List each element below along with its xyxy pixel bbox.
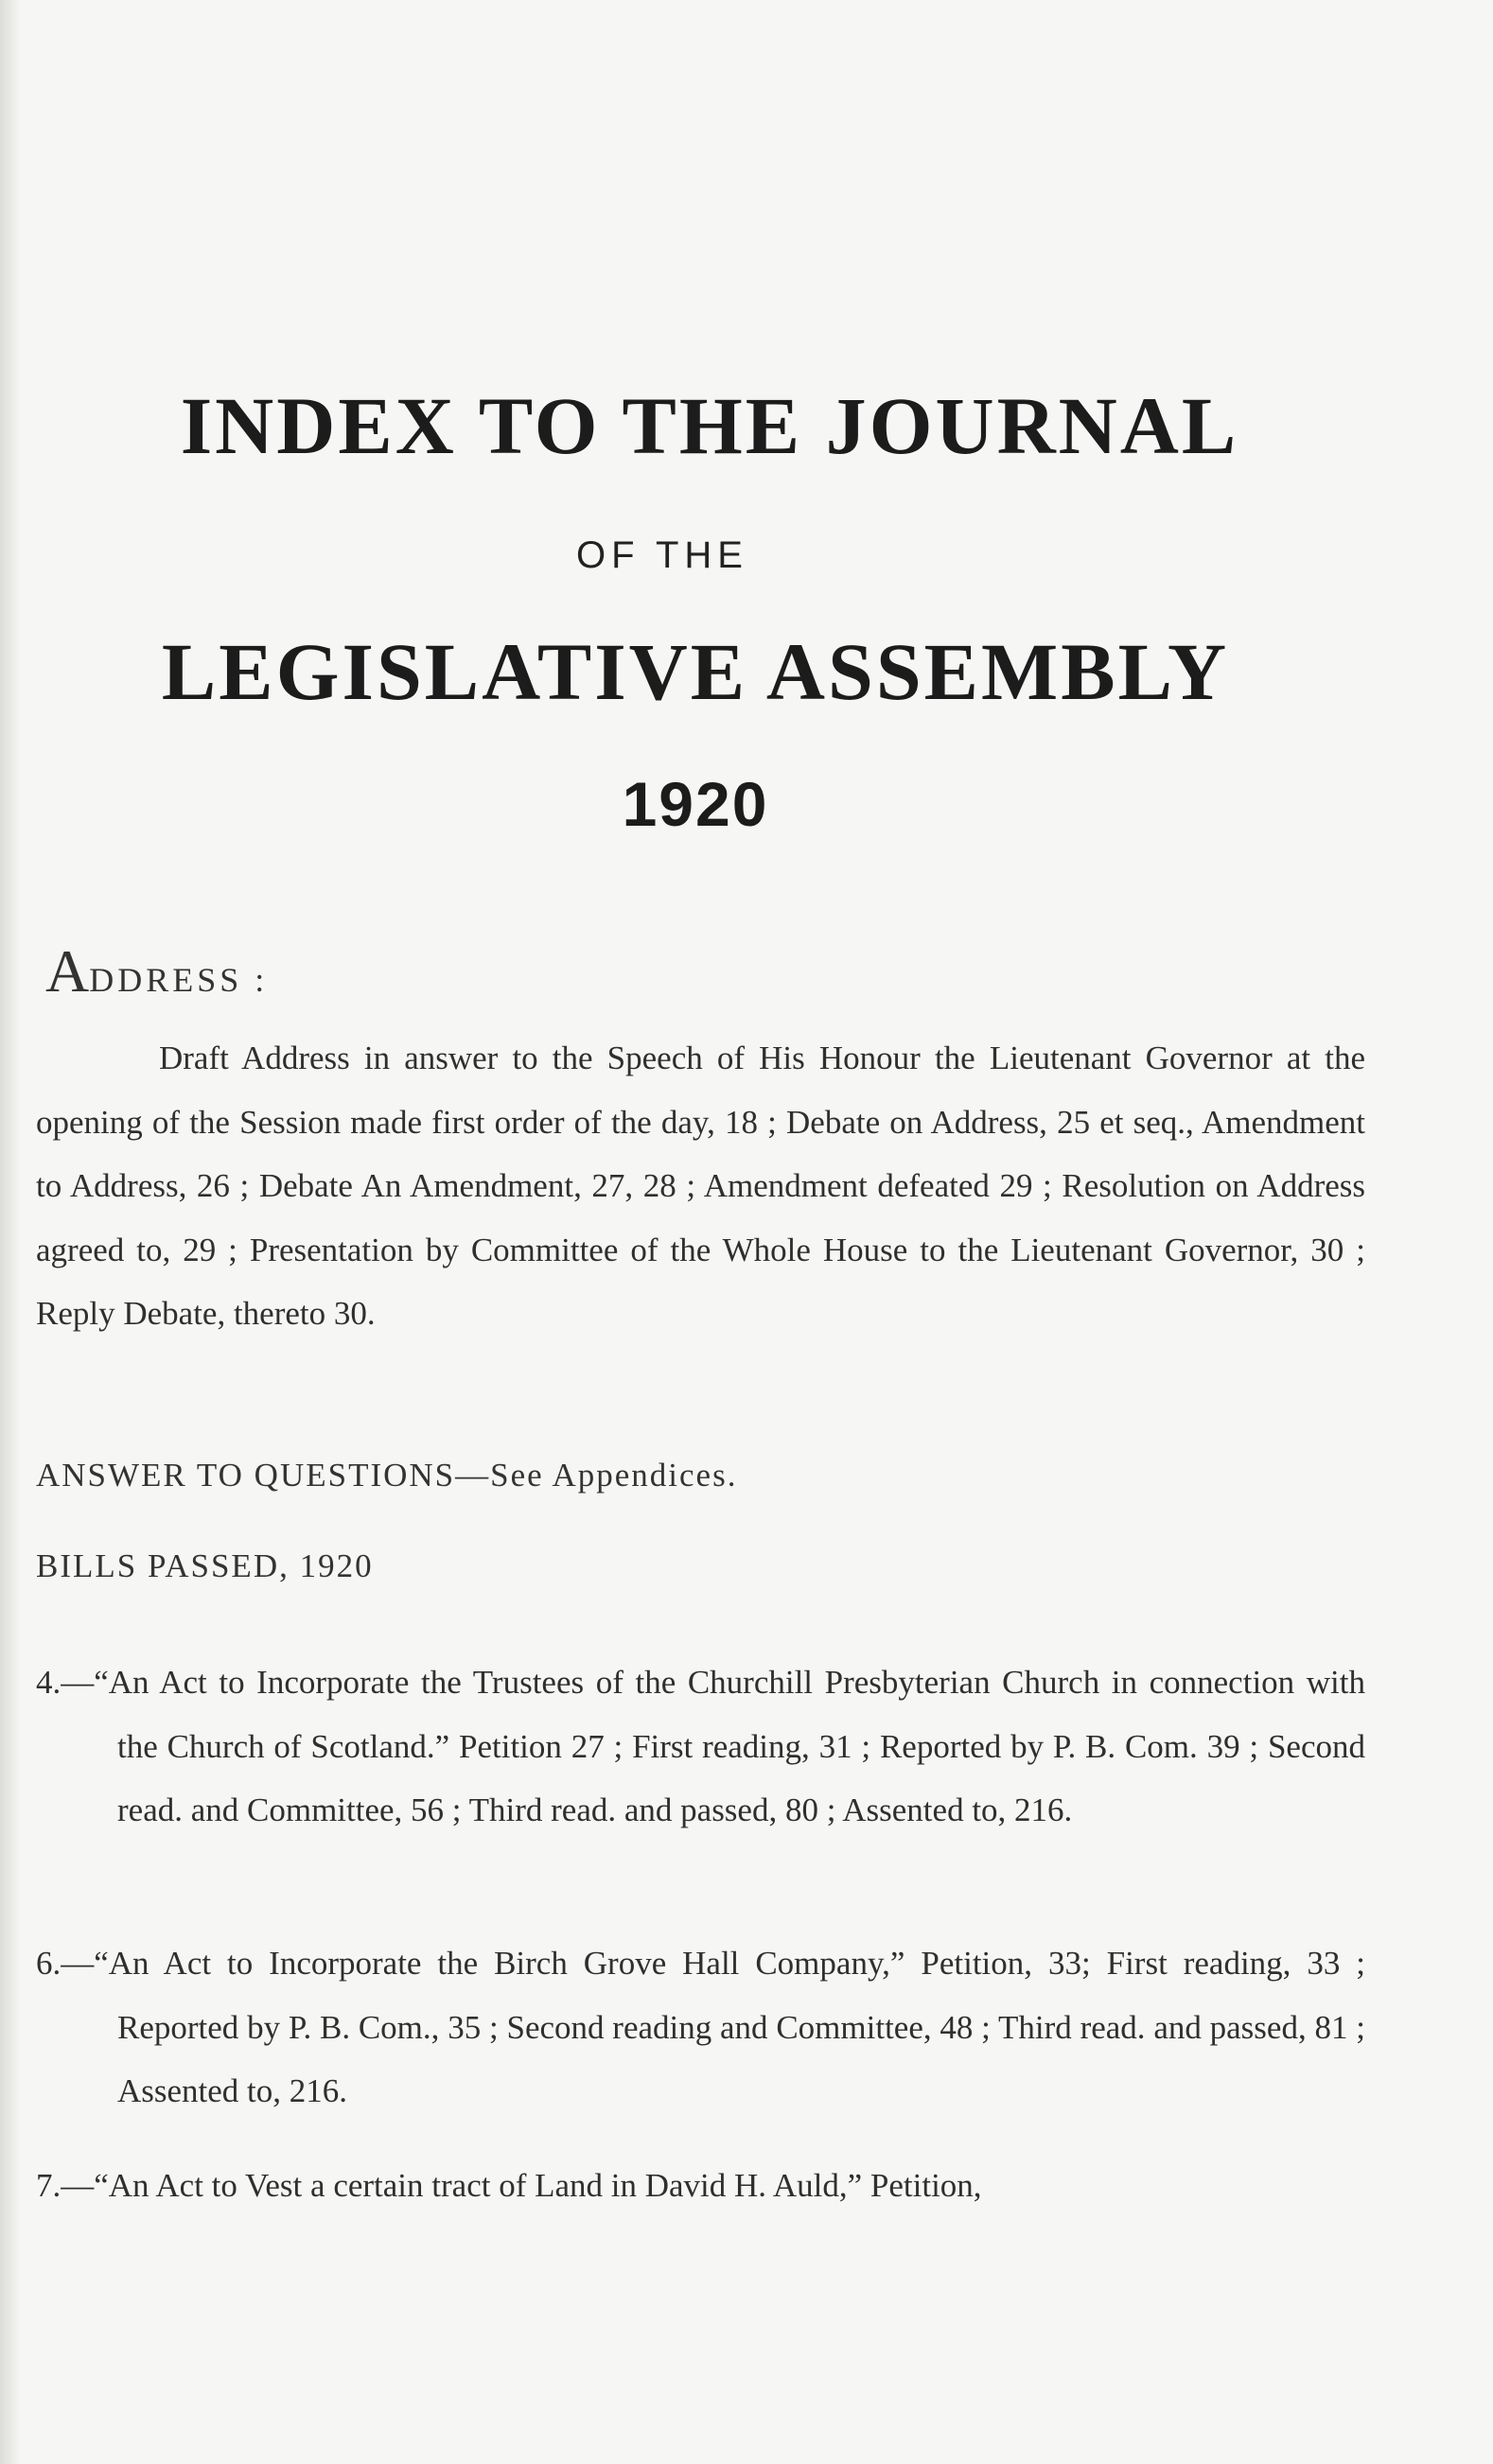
bill-entry-6: 6.—“An Act to Incorporate the Birch Grove Hall Company,” Petition, 33; First reading, 33 ; Reported by P. B. Com., 35 ; Second reading and Committee, 48 ; Third read. and passed, 81 ; Assented to, 216. xyxy=(36,1945,1365,2109)
address-heading-rest: DDRESS : xyxy=(89,961,269,999)
bill-entry-4: 4.—“An Act to Incorporate the Trustees of the Churchill Presbyterian Church in connection with the Church of Scotland.” Petition 27 ; First reading, 31 ; Reported by P. B. Com. 39 ; Second read. and Committee, 56 ; Third read. and passed, 80 ; Assented to, 216. xyxy=(36,1664,1365,1828)
page-title-assembly: LEGISLATIVE ASSEMBLY xyxy=(161,626,1230,717)
address-entry: Draft Address in answer to the Speech of His Honour the Lieutenant Governor at the opening of the Session made first order of the day, 18 ; Debate on Address, 25 et seq., Amendment to Address, 26 ; Debate An Amendment, 27, 28 ; Amendment defeated 29 ; Resolution on Address agreed to, 29 ; Presentation by Committee of the Whole House to the Lieutenant Governor, 30 ; Reply Debate, thereto 30. xyxy=(36,1040,1365,1332)
address-heading-initial: A xyxy=(45,937,90,1005)
page-title: INDEX TO THE JOURNAL xyxy=(180,380,1239,471)
bills-passed-heading: BILLS PASSED, 1920 xyxy=(36,1547,374,1584)
page-title-connector: OF THE xyxy=(576,534,748,576)
address-heading xyxy=(45,936,268,1006)
page-edge xyxy=(0,0,21,2464)
bill-entry-7: 7.—“An Act to Vest a certain tract of Land in David H. Auld,” Petition, xyxy=(36,2167,982,2204)
answer-to-questions-entry: ANSWER TO QUESTIONS—See Appendices. xyxy=(36,1457,738,1494)
page-title-year: 1920 xyxy=(622,769,769,839)
